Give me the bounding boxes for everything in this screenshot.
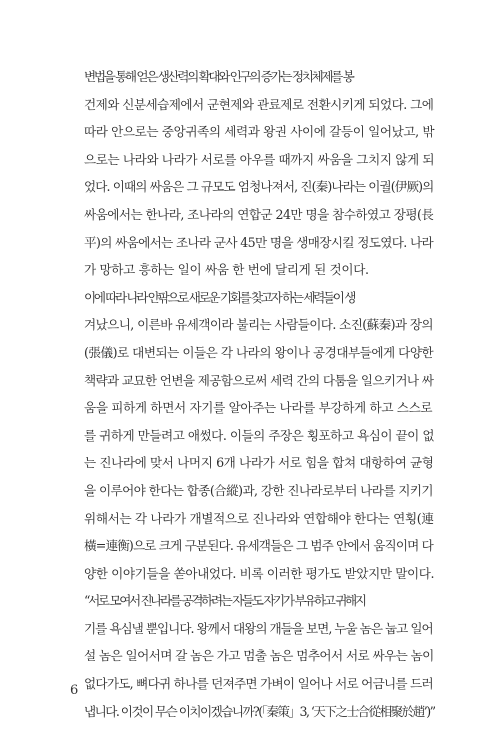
text-line: 이에 따라 나라 안팎으로 새로운 기회를 찾고자 하는 세력들이 생	[84, 289, 355, 305]
page-number: 6	[70, 683, 79, 698]
text-line: 橫=連衡)으로 크게 구분된다. 유세객들은 그 범주 안에서 움직이며 다	[84, 538, 433, 554]
text-line: 따라 안으로는 중앙귀족의 세력과 왕권 사이에 갈등이 일어났고, 밖	[84, 124, 435, 140]
text-line: 책략과 교묘한 언변을 제공함으로써 세력 간의 다툼을 일으키거나 싸	[84, 372, 434, 388]
body-text	[72, 63, 434, 725]
text-line: 설 놈은 일어서며 갈 놈은 가고 멈출 놈은 멈추어서 서로 싸우는 놈이	[84, 648, 434, 664]
text-line: 없다가도, 뼈다귀 하나를 던져주면 가벼이 일어나 서로 어금니를 드러	[84, 676, 433, 692]
text-line: 위해서는 각 나라가 개별적으로 진나라와 연합해야 한다는 연횡(連	[84, 510, 434, 526]
quote-paragraph	[72, 587, 434, 725]
text-line: 변법을 통해 얻은 생산력의 확대와 인구의 증가는 정치체제를 봉	[84, 69, 353, 84]
text-line: 냅니다. 이것이 무슨 이치이겠습니까?(「秦策」3, ‘天下之士合從相聚於趙’)”	[84, 703, 435, 719]
text-line: 을 이루어야 한다는 합종(合縱)과, 강한 진나라로부터 나라를 지키기	[84, 482, 433, 498]
text-line: “서로 모여서 진나라를 공격하려는 자들도 자기가 부유하고 귀해지	[84, 593, 365, 609]
text-line: 가 망하고 흥하는 일이 싸움 한 번에 달리게 된 것이다.	[84, 262, 369, 278]
text-line: 겨났으니, 이른바 유세객이라 불리는 사람들이다. 소진(蘇秦)과 장의	[84, 317, 433, 333]
text-line: (張儀)로 대변되는 이들은 각 나라의 왕이나 공경대부들에게 다양한	[84, 344, 434, 360]
text-line: 움을 피하게 하면서 자기를 알아주는 나라를 부강하게 하고 스스로	[84, 400, 433, 416]
text-line: 싸움에서는 한나라, 조나라의 연합군 24만 명을 참수하였고 장평(長	[84, 206, 434, 222]
text-line: 으로는 나라와 나라가 서로를 아우를 때까지 싸움을 그치지 않게 되	[84, 151, 435, 167]
text-line: 를 귀하게 만들려고 애썼다. 이들의 주장은 횡포하고 욕심이 끝이 없	[84, 427, 435, 443]
text-line: 는 진나라에 맞서 나머지 6개 나라가 서로 힘을 합쳐 대항하여 균형	[84, 455, 434, 471]
text-line: 었다. 이때의 싸움은 그 규모도 엄청나져서, 진(秦)나라는 이궐(伊厥)의	[84, 179, 434, 195]
text-line: 건제와 신분세습제에서 군현제와 관료제로 전환시키게 되었다. 그에	[84, 96, 434, 112]
paragraph-2	[72, 284, 434, 588]
paragraph-1	[72, 63, 434, 284]
text-line: 平)의 싸움에서는 조나라 군사 45만 명을 생매장시킬 정도였다. 나라	[84, 234, 433, 250]
text-line: 양한 이야기들을 쏟아내었다. 비록 이러한 평가도 받았지만 말이다.	[84, 565, 435, 581]
text-line: 기를 욕심낼 뿐입니다. 왕께서 대왕의 개들을 보면, 누울 놈은 눕고 일어	[84, 620, 433, 636]
